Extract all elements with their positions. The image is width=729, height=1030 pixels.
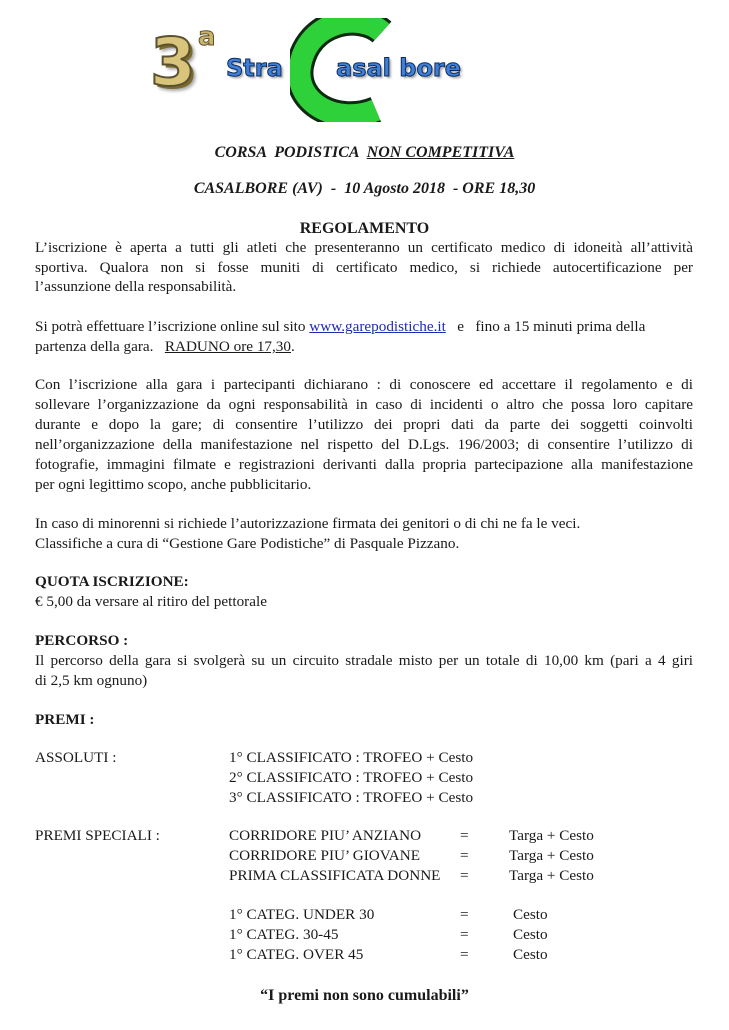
assoluti-prize-3: 3° CLASSIFICATO : TROFEO + Cesto: [229, 789, 474, 806]
regolamento-title: REGOLAMENTO: [299, 220, 430, 237]
quota-text: € 5,00 da versare al ritiro del pettorale: [35, 593, 267, 610]
percorso-line1: Il percorso della gara si svolgerà su un circuito stradale misto per un totale di 10,00 km (pari a 4 giri: [35, 652, 693, 669]
event-logo: [140, 14, 520, 124]
regolamento-p3-line5: fotografie, immagini filmate e registrazioni derivanti dalla propria partecipazione alla manifestazione: [35, 456, 693, 473]
categoria-prize: Cesto: [513, 906, 548, 923]
categoria-prize: Cesto: [513, 946, 548, 963]
regolamento-p1-line3: l’assunzione della responsabilità.: [35, 278, 237, 295]
categoria-prize: Cesto: [513, 926, 548, 943]
p2-line2-pre: partenza della gara.: [35, 338, 165, 355]
speciali-equals: =: [460, 827, 469, 844]
categoria-equals: =: [460, 906, 469, 923]
p2-text-post: e fino a 15 minuti prima della: [445, 318, 646, 335]
regolamento-p1-line1: L’iscrizione è aperta a tutti gli atleti che presenteranno un certificato medico di idoneità all’attività: [35, 239, 693, 256]
regolamento-p3-line3: durante e dopo la gare; di consentire l’utilizzo dei propri dati da parte dei soggetti coinvolti: [35, 416, 693, 433]
regolamento-p3-line1: Con l’iscrizione alla gara i partecipanti dichiarano : di conoscere ed accettare il regolamento e di: [35, 376, 693, 393]
regolamento-p4-line1: In caso di minorenni si richiede l’autorizzazione firmata dei genitori o di chi ne fa le veci.: [35, 515, 581, 532]
quota-title: QUOTA ISCRIZIONE:: [35, 573, 189, 590]
categoria-equals: =: [460, 946, 469, 963]
assoluti-prize-2: 2° CLASSIFICATO : TROFEO + Cesto: [229, 769, 474, 786]
p2-line2-post: .: [291, 338, 295, 355]
speciali-prize: Targa + Cesto: [509, 827, 594, 844]
speciali-label: PREMI SPECIALI :: [35, 827, 160, 844]
logo-number: 3: [150, 24, 196, 101]
regolamento-p3-line6: per ogni legittimo scopo, anche pubblicitario.: [35, 476, 312, 493]
logo-superscript: a: [198, 22, 216, 52]
raduno-time: RADUNO ore 17,30: [164, 338, 291, 355]
regolamento-p3-line4: nell’organizzazione della manifestazione nel rispetto del D.Lgs. 196/2003; di consentire l’utilizzo di: [35, 436, 693, 453]
logo-word-right: asal bore: [336, 54, 462, 82]
event-type-noncompetitive: NON COMPETITIVA: [366, 144, 515, 161]
assoluti-prize-1: 1° CLASSIFICATO : TROFEO + Cesto: [229, 749, 474, 766]
speciali-prize: Targa + Cesto: [509, 847, 594, 864]
speciali-prize: Targa + Cesto: [509, 867, 594, 884]
event-type-heading: [0, 143, 729, 163]
regolamento-p1-line2: sportiva. Qualora non si fosse muniti di certificato medico, si richiede autocertificazione per: [35, 259, 693, 276]
speciali-name: CORRIDORE PIU’ GIOVANE: [229, 847, 420, 864]
categoria-name: 1° CATEG. UNDER 30: [229, 906, 375, 923]
speciali-equals: =: [460, 847, 469, 864]
event-place-date: CASALBORE (AV) - 10 Agosto 2018 - ORE 18,30: [193, 180, 536, 197]
categoria-equals: =: [460, 926, 469, 943]
categoria-name: 1° CATEG. 30-45: [229, 926, 339, 943]
speciali-name: CORRIDORE PIU’ ANZIANO: [229, 827, 422, 844]
percorso-title: PERCORSO :: [35, 632, 129, 649]
regolamento-p2-line1: [35, 317, 645, 337]
assoluti-label: ASSOLUTI :: [35, 749, 117, 766]
regolamento-p2-line2: [35, 337, 295, 357]
regolamento-p3-line2: sollevare l’organizzazione da ogni responsabilità in caso di incidenti o altro che possa loro capitare: [35, 396, 693, 413]
categoria-name: 1° CATEG. OVER 45: [229, 946, 364, 963]
speciali-equals: =: [460, 867, 469, 884]
garepodistiche-link[interactable]: www.garepodistiche.it: [309, 318, 446, 335]
premi-footer-note: “I premi non sono cumulabili”: [260, 987, 469, 1004]
percorso-line2: di 2,5 km ognuno): [35, 672, 148, 689]
logo-word-left: Stra: [226, 54, 283, 82]
regolamento-p4-line2: Classifiche a cura di “Gestione Gare Podistiche” di Pasquale Pizzano.: [35, 535, 460, 552]
event-type-prefix: CORSA PODISTICA: [214, 144, 367, 161]
premi-title: PREMI :: [35, 711, 95, 728]
p2-text-pre: Si potrà effettuare l’iscrizione online sul sito: [35, 318, 310, 335]
speciali-name: PRIMA CLASSIFICATA DONNE: [229, 867, 441, 884]
